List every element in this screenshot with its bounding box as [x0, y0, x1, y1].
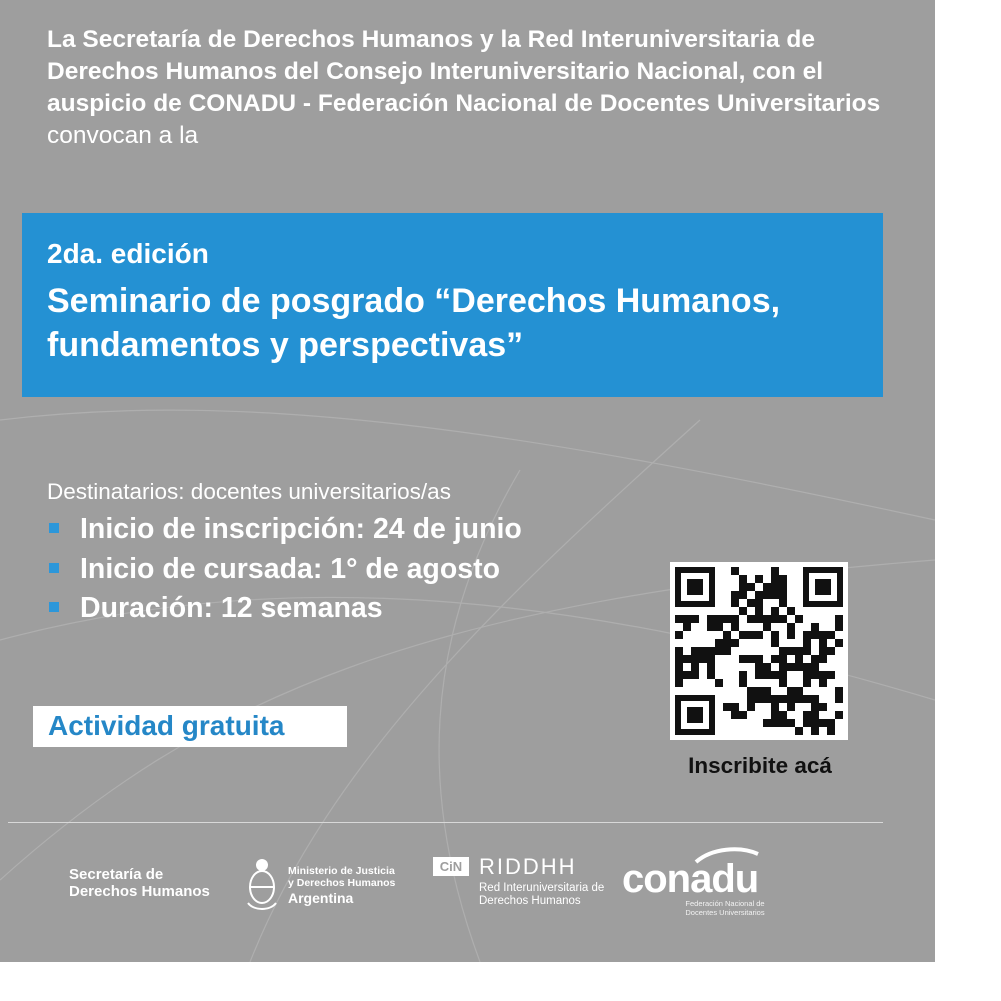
qr-module — [827, 727, 835, 735]
riddhh-subtitle: Red Interuniversitaria de Derechos Humanos — [479, 882, 605, 907]
riddhh-name: RIDDHH — [479, 854, 577, 879]
qr-module — [723, 703, 731, 711]
qr-module — [795, 727, 803, 735]
qr-module — [715, 639, 723, 647]
qr-module — [827, 631, 835, 639]
qr-caption: Inscribite acá — [688, 753, 832, 778]
qr-module — [811, 671, 819, 679]
qr-module — [691, 647, 699, 655]
gratuita-badge — [33, 706, 347, 747]
qr-module — [739, 607, 747, 615]
qr-module — [803, 647, 811, 655]
qr-module — [755, 631, 763, 639]
qr-module — [827, 719, 835, 727]
qr-module — [739, 575, 747, 583]
qr-module — [827, 671, 835, 679]
list-item — [47, 589, 522, 629]
qr-module — [787, 607, 795, 615]
sdh-line2: Derechos Humanos — [69, 883, 210, 900]
qr-module — [739, 711, 747, 719]
qr-module — [779, 719, 787, 727]
qr-module — [723, 647, 731, 655]
qr-module — [787, 663, 795, 671]
qr-module — [763, 687, 771, 695]
qr-module — [755, 655, 763, 663]
qr-module — [771, 711, 779, 719]
qr-module — [811, 719, 819, 727]
qr-module — [763, 663, 771, 671]
qr-module — [803, 663, 811, 671]
min-line1: Ministerio de Justicia — [288, 865, 395, 877]
qr-module — [715, 647, 723, 655]
qr-module — [715, 615, 723, 623]
intro-text — [47, 24, 887, 152]
qr-module — [731, 623, 739, 631]
qr-module — [779, 679, 787, 687]
qr-module — [763, 719, 771, 727]
qr-module — [819, 703, 827, 711]
qr-module — [771, 719, 779, 727]
qr-module — [747, 655, 755, 663]
qr-module — [811, 655, 819, 663]
square-bullet-icon — [49, 602, 59, 612]
qr-module — [747, 615, 755, 623]
qr-module — [779, 671, 787, 679]
qr-module — [827, 647, 835, 655]
qr-module — [731, 711, 739, 719]
qr-module — [795, 655, 803, 663]
qr-module — [795, 695, 803, 703]
qr-module — [819, 631, 827, 639]
qr-module — [803, 695, 811, 703]
qr-module — [819, 655, 827, 663]
qr-module — [739, 679, 747, 687]
qr-module — [731, 567, 739, 575]
qr-module — [803, 631, 811, 639]
qr-module — [771, 567, 779, 575]
qr-module — [779, 647, 787, 655]
qr-module — [683, 655, 691, 663]
qr-module — [707, 647, 715, 655]
list-item — [47, 510, 522, 550]
qr-module — [771, 583, 779, 591]
qr-module — [795, 615, 803, 623]
qr-module — [779, 655, 787, 663]
qr-module — [691, 615, 699, 623]
qr-module — [811, 623, 819, 631]
seminar-title: Seminario de posgrado “Derechos Humanos, fundamentos y perspectivas” — [47, 282, 781, 364]
qr-module — [739, 671, 747, 679]
qr-module — [739, 631, 747, 639]
qr-module — [811, 703, 819, 711]
qr-module — [795, 687, 803, 695]
qr-module — [755, 607, 763, 615]
conadu-subtitle: Federación Nacional de Docentes Universitarios — [685, 899, 765, 917]
qr-module — [755, 591, 763, 599]
qr-module — [819, 719, 827, 727]
qr-module — [779, 711, 787, 719]
qr-module — [771, 607, 779, 615]
qr-module — [747, 631, 755, 639]
qr-module — [707, 663, 715, 671]
qr-module — [763, 615, 771, 623]
min-line3: Argentina — [288, 890, 354, 906]
qr-module — [691, 655, 699, 663]
edition-label: 2da. edición — [47, 238, 209, 269]
qr-module — [747, 703, 755, 711]
qr-code-icon — [675, 567, 843, 735]
qr-module — [755, 695, 763, 703]
qr-module — [699, 655, 707, 663]
qr-module — [779, 695, 787, 703]
qr-module — [723, 639, 731, 647]
title-box — [22, 213, 883, 397]
footer-divider — [8, 822, 883, 823]
qr-module — [771, 671, 779, 679]
qr-module — [755, 671, 763, 679]
qr-module — [763, 591, 771, 599]
qr-module — [819, 647, 827, 655]
qr-module — [779, 575, 787, 583]
qr-module — [779, 663, 787, 671]
qr-module — [819, 639, 827, 647]
qr-module — [731, 615, 739, 623]
qr-module — [787, 647, 795, 655]
qr-module — [683, 623, 691, 631]
qr-module — [763, 695, 771, 703]
qr-module — [803, 719, 811, 727]
qr-module — [787, 703, 795, 711]
qr-code[interactable] — [670, 562, 848, 740]
qr-module — [835, 639, 843, 647]
qr-module — [707, 671, 715, 679]
qr-module — [675, 663, 683, 671]
qr-module — [763, 583, 771, 591]
qr-module — [675, 615, 683, 623]
qr-module — [803, 679, 811, 687]
qr-module — [707, 615, 715, 623]
qr-module — [835, 695, 843, 703]
qr-module — [675, 671, 683, 679]
qr-module — [803, 639, 811, 647]
qr-module — [835, 711, 843, 719]
qr-module — [763, 671, 771, 679]
list-item-text: Inicio de inscripción: 24 de junio — [80, 513, 522, 545]
qr-module — [787, 623, 795, 631]
qr-module — [819, 679, 827, 687]
qr-module — [763, 623, 771, 631]
qr-module — [771, 631, 779, 639]
coat-of-arms-icon — [244, 855, 280, 915]
qr-module — [787, 719, 795, 727]
qr-module — [683, 671, 691, 679]
qr-module — [755, 599, 763, 607]
qr-module — [675, 655, 683, 663]
intro-bold: La Secretaría de Derechos Humanos y la Red Interuniversitaria de Derechos Humanos del Consejo Interuniversitario Nacional, con el auspicio de CONADU - Federación Nacional de Docentes Universitarios — [47, 26, 881, 117]
qr-module — [675, 679, 683, 687]
qr-module — [795, 647, 803, 655]
qr-module — [771, 703, 779, 711]
square-bullet-icon — [49, 563, 59, 573]
qr-module — [779, 615, 787, 623]
qr-module — [723, 615, 731, 623]
qr-module — [811, 663, 819, 671]
details-list — [47, 510, 522, 629]
qr-module — [747, 687, 755, 695]
qr-module — [731, 591, 739, 599]
qr-module — [755, 615, 763, 623]
qr-module — [723, 631, 731, 639]
qr-module — [699, 647, 707, 655]
qr-module — [731, 599, 739, 607]
qr-module — [747, 583, 755, 591]
min-line2: y Derechos Humanos — [288, 877, 396, 889]
qr-module — [739, 591, 747, 599]
qr-module — [707, 623, 715, 631]
qr-module — [691, 671, 699, 679]
qr-module — [811, 727, 819, 735]
qr-module — [747, 695, 755, 703]
qr-module — [771, 639, 779, 647]
qr-module — [739, 655, 747, 663]
qr-module — [755, 575, 763, 583]
qr-module — [755, 663, 763, 671]
cin-badge: CiN — [433, 857, 469, 876]
qr-module — [731, 639, 739, 647]
qr-module — [771, 695, 779, 703]
qr-module — [771, 575, 779, 583]
conadu-name: conadu — [622, 857, 759, 901]
qr-module — [747, 599, 755, 607]
qr-module — [787, 631, 795, 639]
qr-module — [811, 711, 819, 719]
qr-module — [771, 591, 779, 599]
qr-module — [795, 663, 803, 671]
qr-module — [811, 695, 819, 703]
qr-module — [771, 615, 779, 623]
qr-module — [803, 671, 811, 679]
qr-module — [835, 687, 843, 695]
qr-module — [739, 583, 747, 591]
qr-module — [787, 695, 795, 703]
list-item — [47, 550, 522, 590]
square-bullet-icon — [49, 523, 59, 533]
list-item-text: Inicio de cursada: 1° de agosto — [80, 552, 500, 585]
qr-module — [755, 687, 763, 695]
qr-module — [691, 663, 699, 671]
qr-module — [731, 703, 739, 711]
qr-module — [779, 583, 787, 591]
qr-module — [779, 599, 787, 607]
destinatarios-text: Destinatarios: docentes universitarios/as — [47, 479, 451, 504]
qr-module — [675, 647, 683, 655]
qr-module — [835, 615, 843, 623]
gratuita-label: Actividad gratuita — [48, 710, 285, 741]
qr-module — [683, 615, 691, 623]
intro-light: convocan a la — [47, 122, 199, 149]
qr-module — [819, 671, 827, 679]
qr-module — [675, 631, 683, 639]
qr-module — [835, 623, 843, 631]
qr-module — [811, 631, 819, 639]
qr-module — [779, 591, 787, 599]
sdh-line1: Secretaría de — [69, 866, 164, 883]
qr-module — [715, 623, 723, 631]
list-item-text: Duración: 12 semanas — [80, 592, 383, 624]
qr-module — [803, 711, 811, 719]
qr-module — [707, 655, 715, 663]
qr-module — [787, 687, 795, 695]
qr-module — [771, 655, 779, 663]
secretaria-logo — [69, 866, 210, 900]
qr-module — [715, 679, 723, 687]
